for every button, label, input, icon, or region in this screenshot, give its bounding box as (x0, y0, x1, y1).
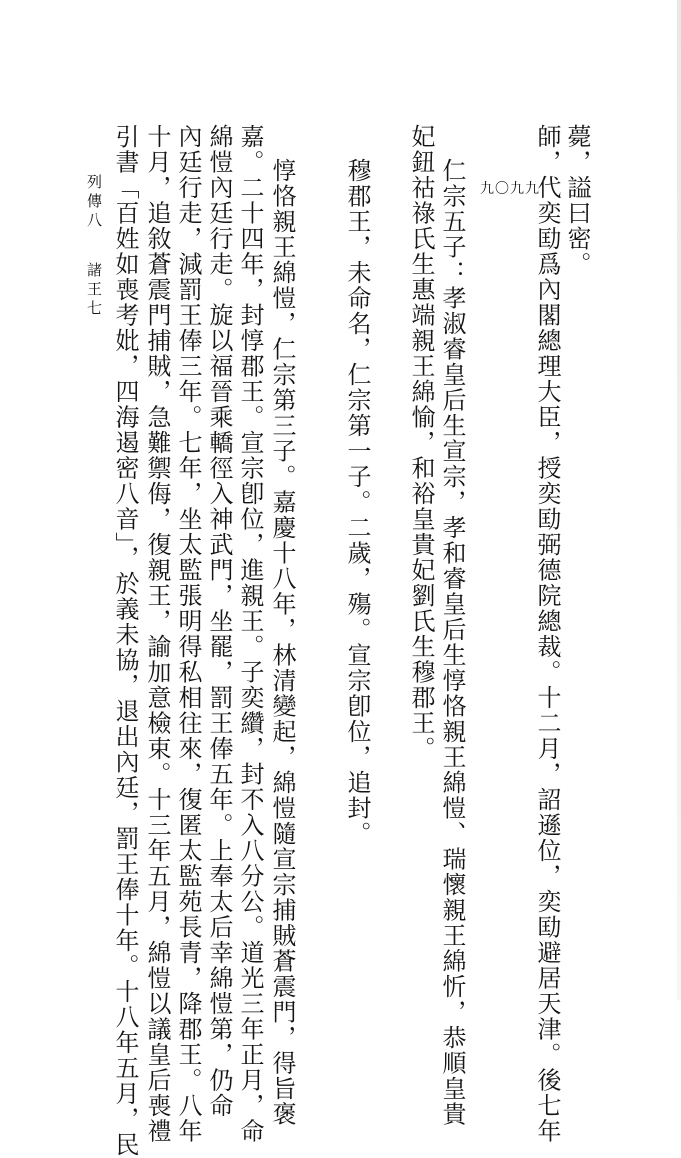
page-number: 九〇九九 (480, 181, 540, 197)
text-column-5: 穆郡王，未命名，仁宗第一子。二歲，殤。宣宗卽位，追封。 (343, 158, 371, 847)
text-column-4: 妃鈕祜祿氏生惠端親王綿愉，和裕皇貴妃劉氏生穆郡王。 (407, 124, 435, 762)
text-column-2: 薨，謚曰密。 (563, 124, 591, 277)
text-column-7: 嘉。二十四年，封惇郡王。宣宗卽位，進親王。子奕纘，封不入八分公。道光三年正月，命 (236, 124, 264, 1144)
text-column-3: 仁宗五子：孝淑睿皇后生宣宗，孝和睿皇后生惇恪親王綿愷、瑞懷親王綿忻，恭順皇貴 (438, 158, 466, 1127)
text-column-6: 惇恪親王綿愷，仁宗第三子。嘉慶十八年，林清變起，綿愷隨宣宗捕賊蒼震門，得旨褒 (268, 158, 296, 1127)
text-column-10: 十月，追敘蒼震門捕賊，急難禦侮，復親王，諭加意檢束。十三年五月，綿愷以議皇后喪禮 (143, 124, 171, 1144)
text-column-8: 綿愷內廷行走。旋以福晉乘轎徑入神武門，坐罷，罰王俸五年。上奉太后幸綿愷第，仍命 (205, 124, 233, 1119)
running-header-chapter: 列傳八 (85, 174, 103, 231)
text-column-9: 內廷行走，減罰王俸三年。七年，坐太監張明得私相往來，復匿太監苑長青，降郡王。八年 (174, 124, 202, 1144)
text-column-11: 引書「百姓如喪考妣，四海遏密八音」，於義未協，退出內廷，罰王俸十年。十八年五月，民 (111, 124, 139, 1158)
text-column-1: 師，代奕劻爲內閣總理大臣，授奕劻弼德院總裁。十二月，詔遜位，奕劻避居天津。後七年 (533, 124, 561, 1144)
scan-edge (677, 0, 681, 1000)
running-header-section: 諸王七 (85, 262, 103, 319)
